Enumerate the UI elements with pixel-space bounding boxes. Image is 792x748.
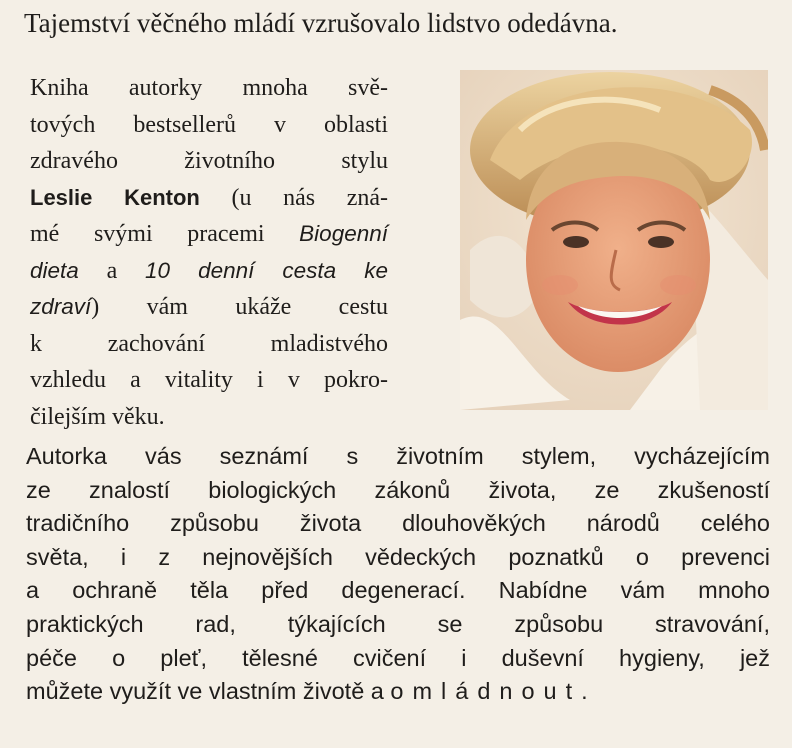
book-title-biogenni: dieta [30,257,79,283]
description-line: a ochraně těla před degenerací. Nabídne vám mnoho [26,577,770,604]
description-line: Autorka vás seznámí s životním stylem, vycházejícím [26,443,770,469]
emphasized-word: omládnout. [390,678,597,705]
description-line: praktických rad, týkajících se způsobu stravování, [26,610,770,637]
description-paragraph [26,440,770,709]
description-line: ze znalostí biologických zákonů života, ze zkušeností [26,476,770,503]
intro-line: k zachování mladistvého [30,330,388,357]
intro-line: Kniha autorky mnoha svě- [30,75,388,101]
book-title-10-denni: zdraví [30,294,92,319]
description-line: můžete využít ve vlastním životě a omládnout. [26,678,597,705]
intro-line: vzhledu a vitality i v pokro- [30,367,388,393]
intro-line: dieta a 10 denní cesta ke [30,257,388,284]
book-title-biogenni: Biogenní [299,221,388,246]
intro-line: čilejším věku. [30,403,165,430]
intro-line: zdraví) vám ukáže cestu [30,294,388,320]
author-name: Leslie Kenton [30,184,200,210]
headline: Tajemství věčného mládí vzrušovalo lidstvo odedávna. [24,8,618,38]
intro-line: mé svými pracemi Biogenní [30,221,388,247]
description-line: světa, i z nejnovějších vědeckých poznatků o prevenci [26,543,770,570]
book-title-10-denni: 10 denní cesta ke [145,257,388,283]
intro-paragraph [30,70,388,435]
intro-line: zdravého životního stylu [30,148,388,174]
description-line: tradičního způsobu života dlouhověkých národů celého [26,510,770,537]
author-portrait-image [460,70,768,410]
description-line: péče o pleť, tělesné cvičení i duševní hygieny, jež [26,644,770,671]
author-photo [460,70,768,410]
intro-line: Leslie Kenton (u nás zná- [30,184,389,211]
intro-line: tových bestsellerů v oblasti [30,111,388,138]
